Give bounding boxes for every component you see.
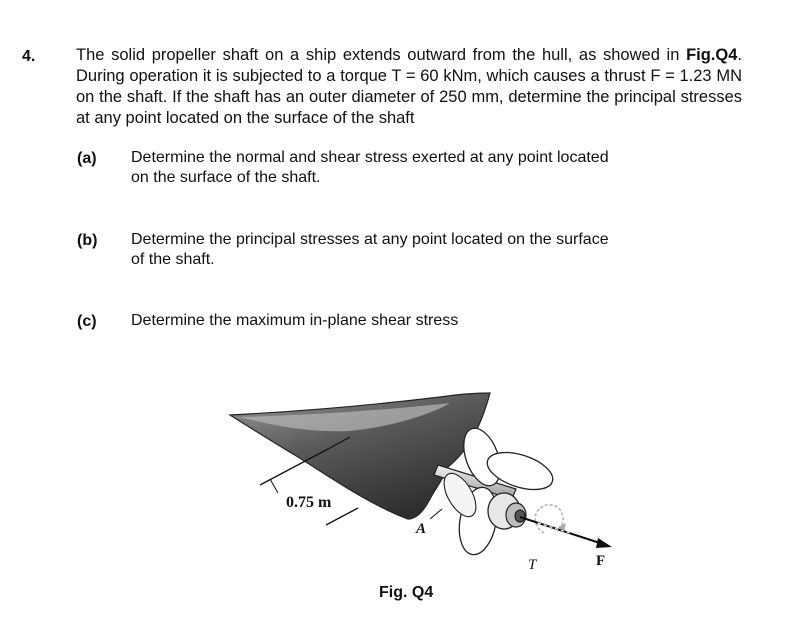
part-b-label: (b) bbox=[77, 232, 98, 249]
intro-text-2: . During operation it is subjected to a torque T = 60 kNm, which causes a thrust F = 1.23 MN on the shaft. If the shaft has an outer diameter of 250 mm, determine the principal stresses at any point located on the surface of the shaft bbox=[76, 46, 742, 127]
question-number: 4. bbox=[22, 48, 36, 65]
intro-text-1: The solid propeller shaft on a ship extends outward from the hull, as showed in bbox=[76, 46, 687, 64]
part-c-text: Determine the maximum in-plane shear stress bbox=[131, 312, 459, 329]
part-a-label: (a) bbox=[77, 150, 97, 167]
part-b-text: Determine the principal stresses at any point located on the surface of the shaft. bbox=[131, 231, 609, 268]
force-label: F bbox=[596, 553, 606, 569]
dimension-label: 0.75 m bbox=[286, 494, 332, 511]
ship-propeller-figure bbox=[220, 385, 640, 585]
torque-label: T bbox=[528, 557, 537, 573]
dimension-tick-left bbox=[270, 479, 278, 493]
part-a-text: Determine the normal and shear stress exerted at any point located on the surface of the shaft. bbox=[131, 149, 609, 186]
point-a-label: A bbox=[416, 521, 427, 537]
ship-propeller-drawing bbox=[220, 385, 640, 580]
figure-reference: Fig.Q4 bbox=[686, 46, 738, 64]
force-arrowhead-icon bbox=[596, 538, 612, 548]
hub-nut bbox=[515, 510, 525, 522]
point-a-leader bbox=[430, 509, 442, 519]
question-intro bbox=[76, 45, 742, 129]
figure-caption: Fig. Q4 bbox=[379, 584, 434, 601]
part-c-label: (c) bbox=[77, 313, 97, 330]
